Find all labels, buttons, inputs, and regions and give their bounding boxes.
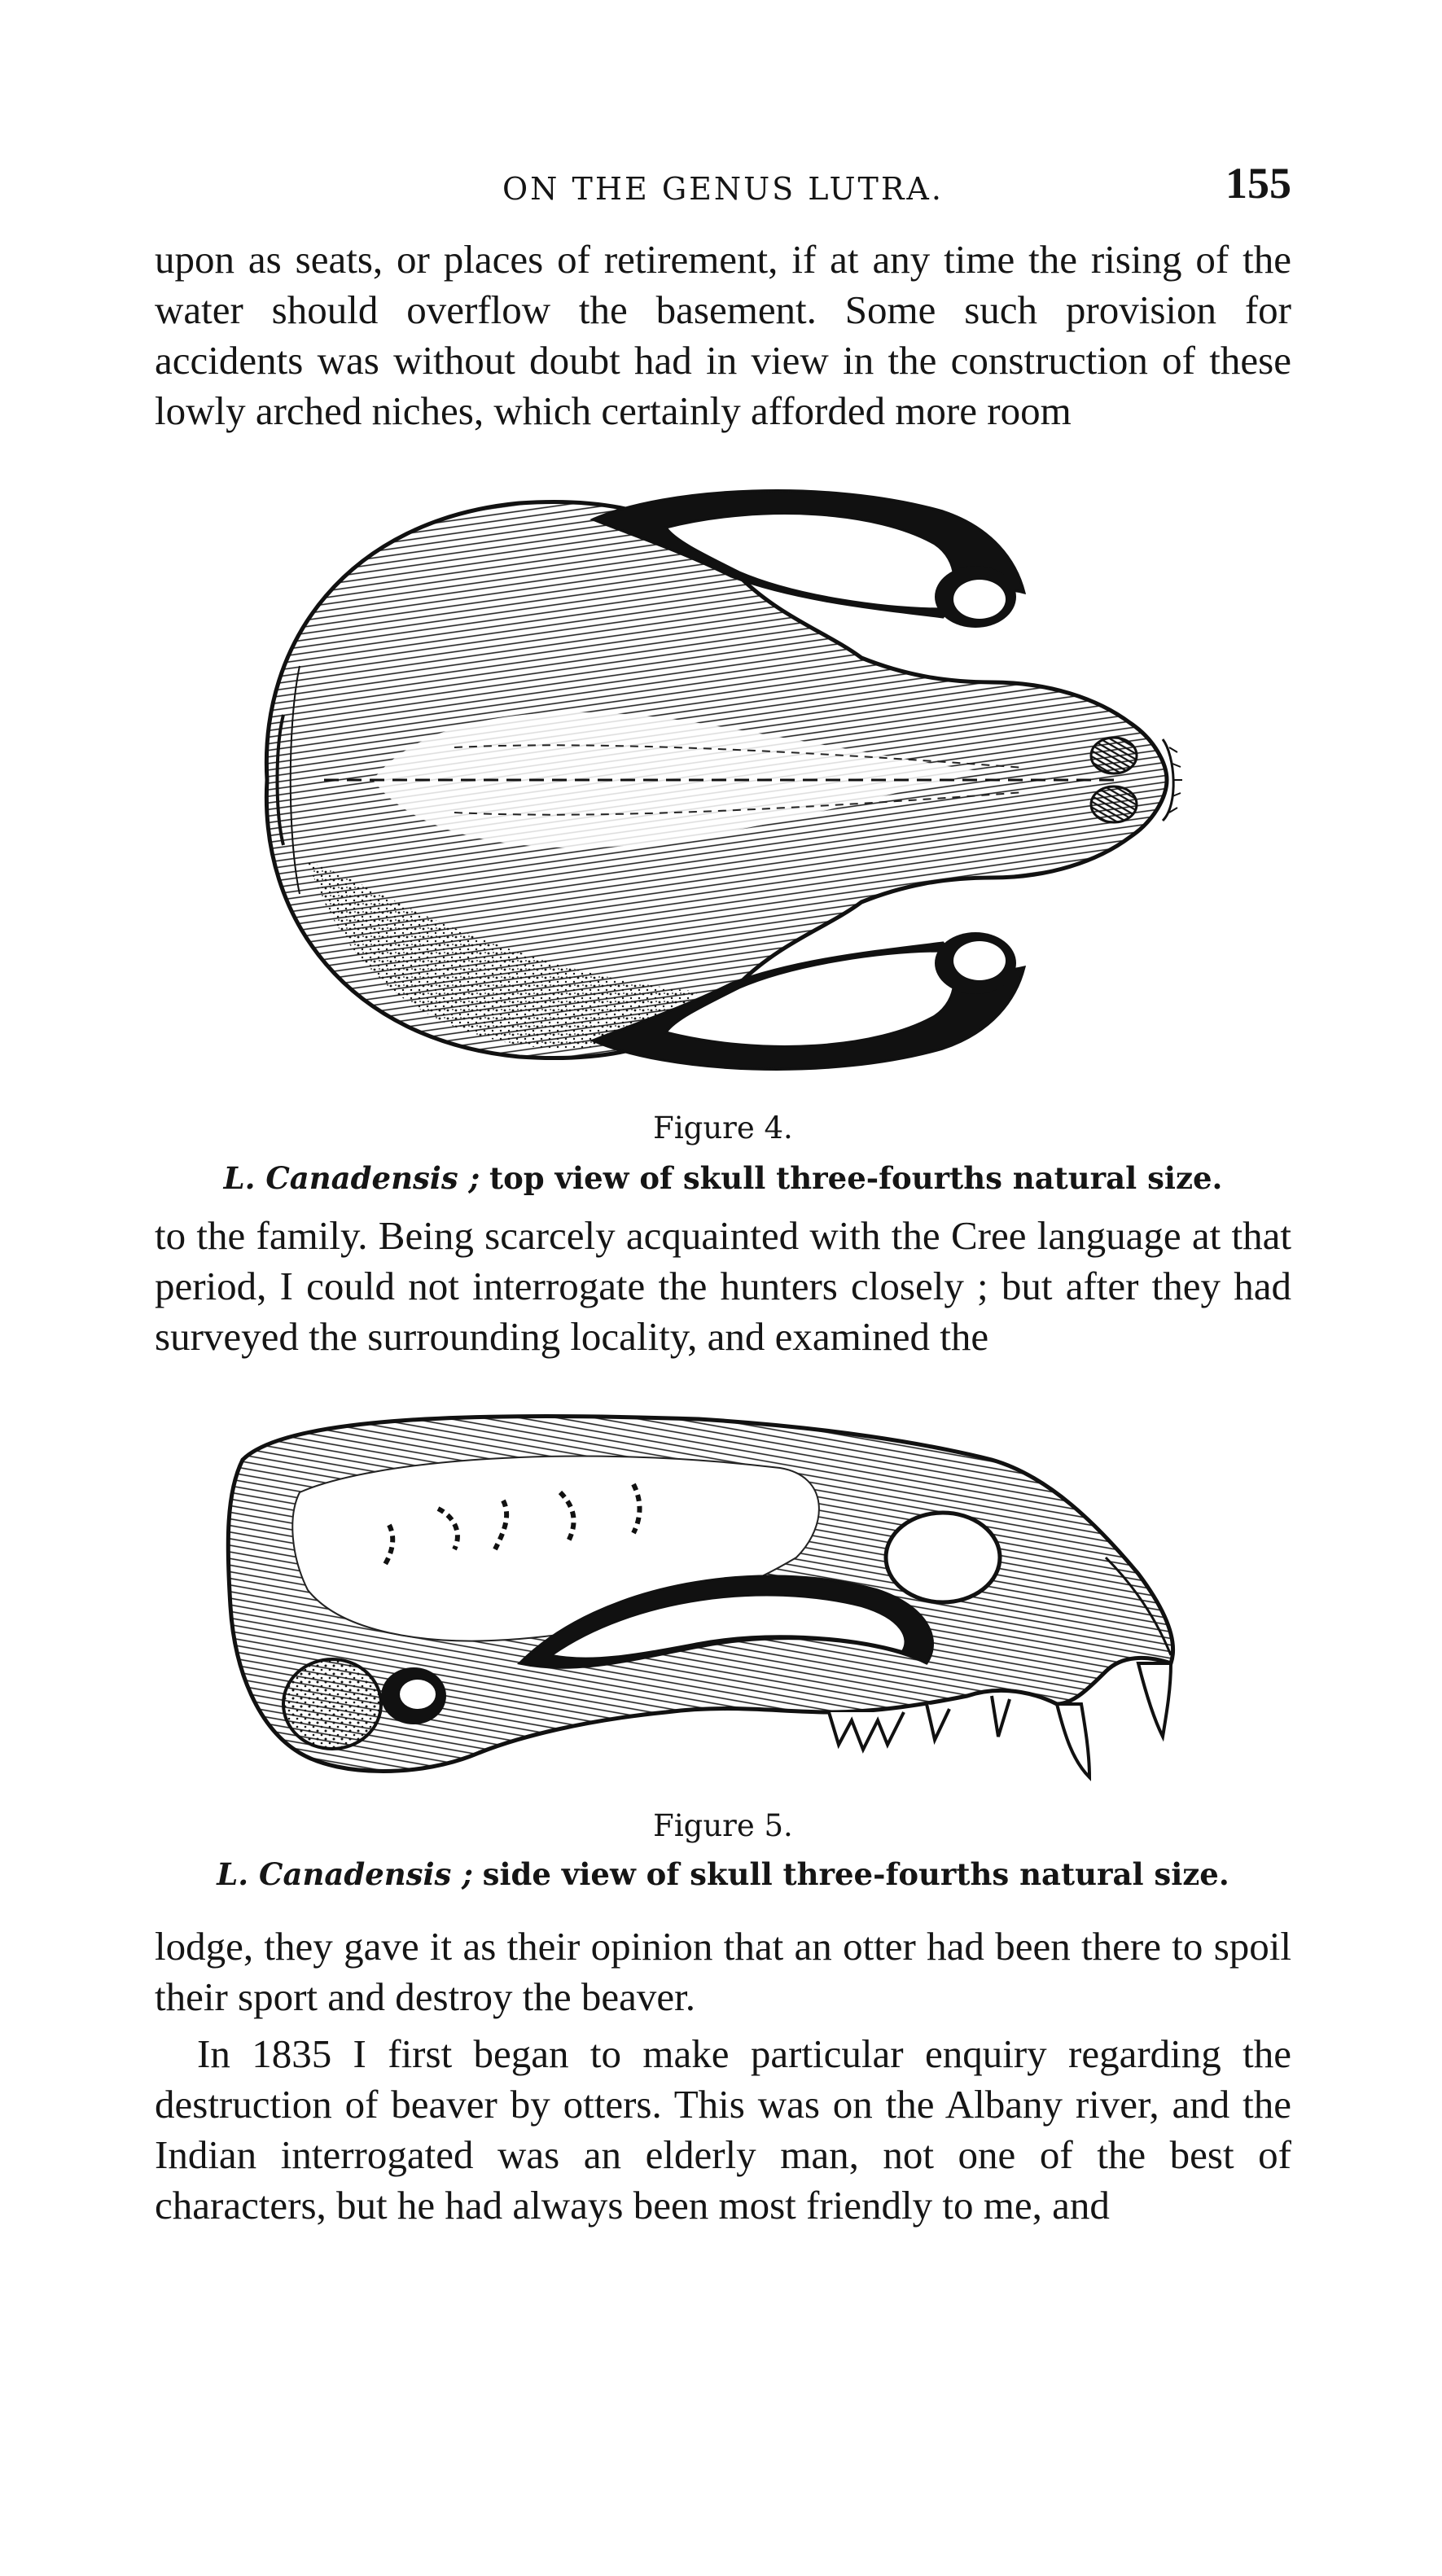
figure-4-caption <box>155 1160 1291 1196</box>
figure-5-species: L. Canadensis ; <box>217 1856 473 1892</box>
page <box>155 147 1291 2231</box>
figure-5-label: Figure 5. <box>653 1808 793 1843</box>
running-title: ON THE GENUS LUTRA. <box>502 171 944 207</box>
figure-4-species: L. Canadensis ; <box>223 1160 480 1196</box>
skull-top-view-illustration <box>210 454 1236 1106</box>
running-head <box>155 147 1291 212</box>
figure-5-caption <box>155 1856 1291 1892</box>
figure-4 <box>155 454 1291 1106</box>
paragraph-2: to the family. Being scarcely acquainted with the Cree language at that period, I could not interrogate the hunters closely ; but after they had surveyed the surrounding locality, and examined the <box>155 1213 1291 1359</box>
page-number: 155 <box>1225 159 1291 208</box>
figure-5 <box>155 1395 1291 1794</box>
figure-5-caption-text: side view of skull three-fourths natural size. <box>482 1856 1229 1892</box>
figure-4-caption-text: top view of skull three-fourths natural size. <box>489 1160 1223 1196</box>
paragraph-3: lodge, they gave it as their opinion that an otter had been there to spoil their sport and destroy the beaver. <box>155 1924 1291 2019</box>
paragraph-1: upon as seats, or places of retirement, if at any time the rising of the water should overflow the basement. Some such provision for accidents was without doubt had in view in the construction of these lowly arched niches, which certainly afforded more room <box>155 237 1291 433</box>
skull-side-view-illustration <box>210 1395 1236 1794</box>
figure-4-label: Figure 4. <box>653 1111 793 1146</box>
paragraph-4: In 1835 I first began to make particular enquiry regarding the destruction of beaver by otters. This was on the Albany river, and the Indian interrogated was an elderly man, not one of the best of characters, but he had always been most friendly to me, and <box>155 2031 1291 2228</box>
